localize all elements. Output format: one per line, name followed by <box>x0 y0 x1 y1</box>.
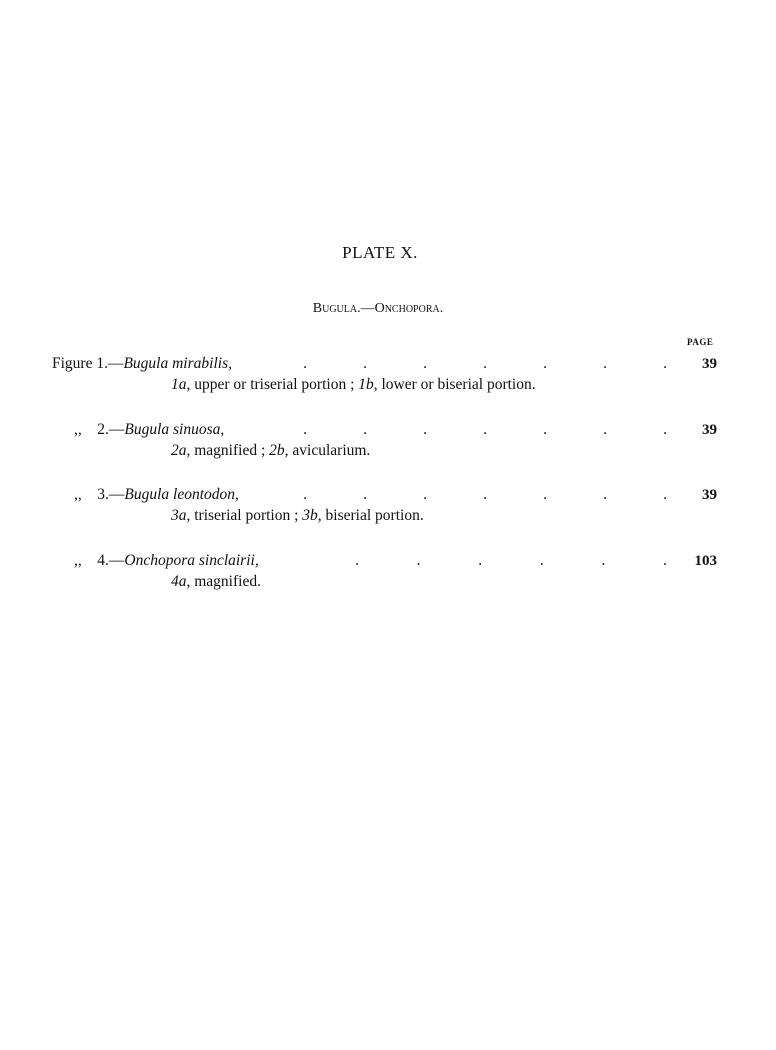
dot-leaders: . . . . . . . <box>303 355 667 372</box>
subfigure-text: , avicularium. <box>284 442 371 459</box>
ditto-mark: ,, <box>74 552 82 569</box>
page-number: 39 <box>702 356 717 372</box>
figure-entry <box>52 353 720 395</box>
figure-label: Figure <box>52 355 93 372</box>
subfigure-text: , triserial portion ; <box>186 507 303 524</box>
plate-subtitle: Bugula.—Onchopora. <box>312 301 444 316</box>
subfigure-label: 2b <box>269 442 285 459</box>
species-name: Onchopora sinclairii, <box>124 552 259 569</box>
dot-leaders: . . . . . . . <box>303 421 667 438</box>
subfigure-label: 1b <box>358 376 374 393</box>
species-name: Bugula leontodon, <box>124 486 239 503</box>
subfigure-text: , magnified. <box>186 573 261 590</box>
subfigure-text: , upper or triserial portion ; <box>186 376 359 393</box>
subfigure-text: , lower or biserial portion. <box>373 376 536 393</box>
figure-prefix <box>74 484 239 506</box>
figure-description <box>171 572 720 592</box>
figure-entry <box>52 419 720 461</box>
figure-description <box>171 441 720 461</box>
species-name: Bugula sinuosa, <box>124 421 225 438</box>
figure-description <box>171 375 720 395</box>
page-number: 39 <box>702 487 717 503</box>
figure-entry <box>52 484 720 526</box>
ditto-mark: ,, <box>74 486 82 503</box>
page-column-heading: PAGE <box>687 337 714 347</box>
dot-leaders: . . . . . . . <box>303 486 667 503</box>
figure-prefix <box>74 419 224 441</box>
subfigure-text: , biserial portion. <box>317 507 424 524</box>
subfigure-label: 4a <box>171 573 187 590</box>
figure-prefix <box>74 550 259 572</box>
subfigure-label: 2a <box>171 442 187 459</box>
figure-prefix <box>52 353 232 375</box>
subfigure-label: 1a <box>171 376 187 393</box>
species-name: Bugula mirabilis, <box>123 355 232 372</box>
figure-number: 3.— <box>97 486 125 503</box>
plate-title: PLATE X. <box>342 243 418 262</box>
figure-number: 2.— <box>97 421 125 438</box>
subfigure-text: , magnified ; <box>186 442 270 459</box>
figure-number: 4.— <box>97 552 125 569</box>
dot-leaders: . . . . . . <box>355 552 667 569</box>
page-number: 39 <box>702 422 717 438</box>
subfigure-label: 3b <box>302 507 318 524</box>
figure-description <box>171 506 720 526</box>
subfigure-label: 3a <box>171 507 187 524</box>
ditto-mark: ,, <box>74 421 82 438</box>
figure-entry <box>52 550 720 592</box>
figure-number: 1.— <box>96 355 124 372</box>
page-number: 103 <box>694 553 717 569</box>
